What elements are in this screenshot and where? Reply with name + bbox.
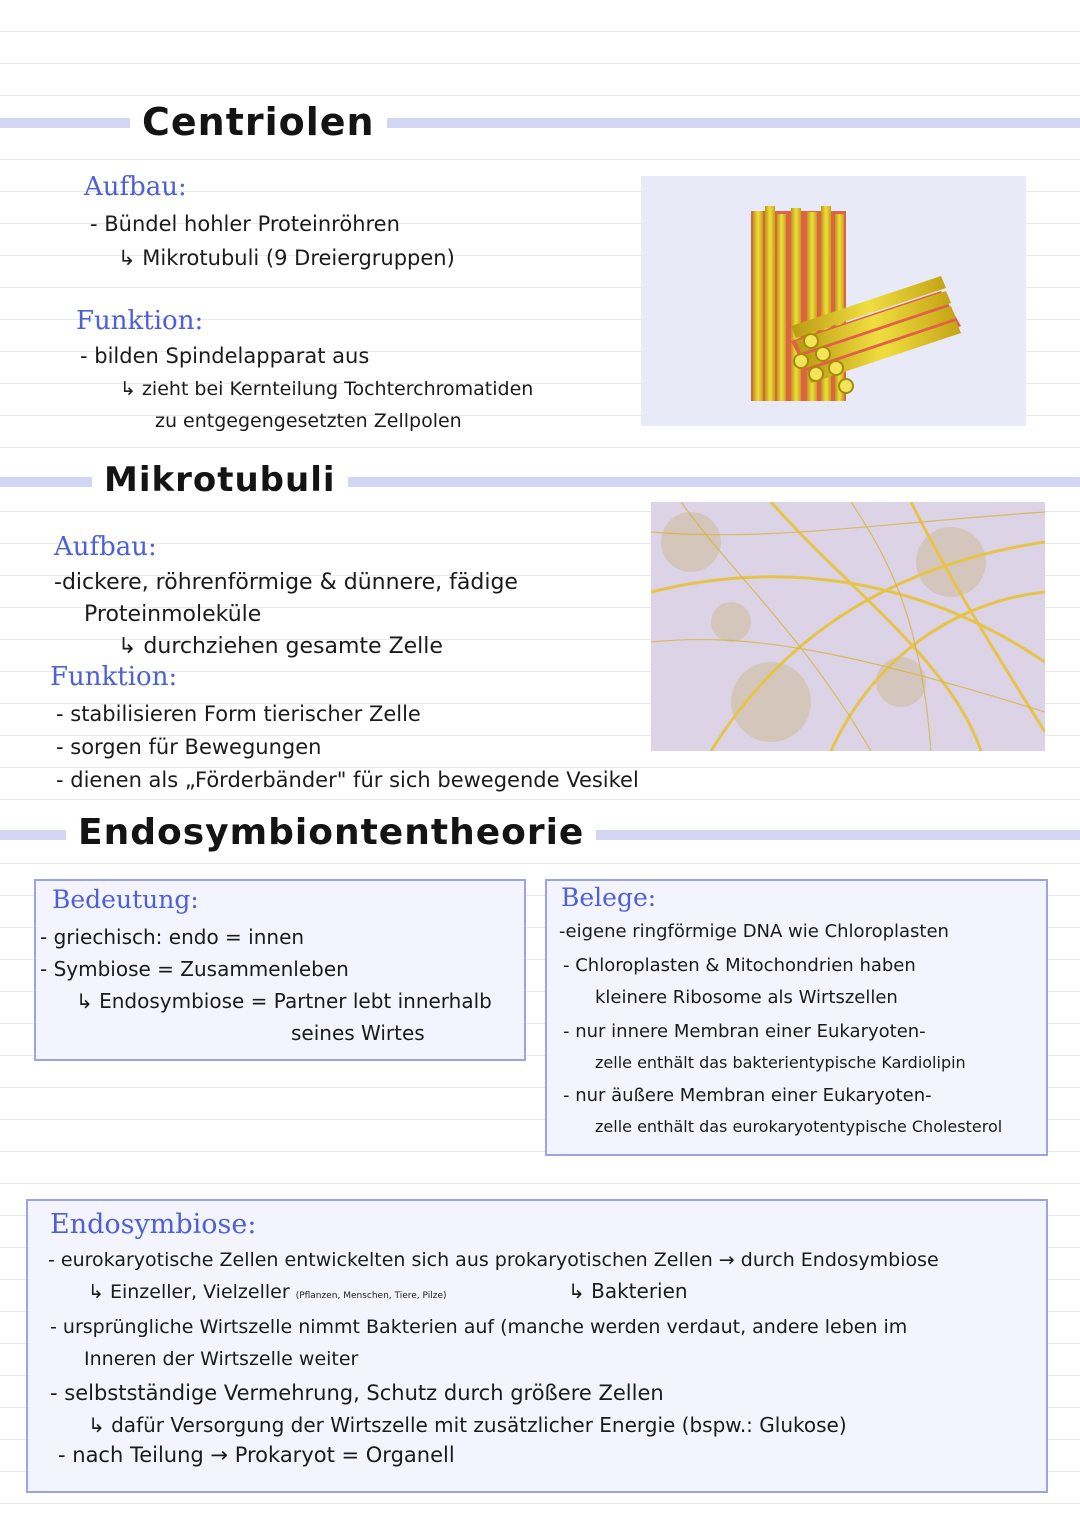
endosymbiose-label: Endosymbiose: [50, 1209, 257, 1240]
belege-line-3: kleinere Ribosome als Wirtszellen [595, 987, 898, 1008]
endosymbiose-line-5: - selbstständige Vermehrung, Schutz durch größere Zellen [50, 1381, 664, 1405]
belege-line-1: -eigene ringförmige DNA wie Chloroplasten [559, 921, 949, 942]
aufbau-label: Aufbau: [84, 172, 187, 202]
mikrotubuli-aufbau-line-1: -dickere, röhrenförmige & dünnere, fädige [54, 570, 518, 595]
centriole-illustration [641, 176, 1026, 426]
mikrotubuli-funktion-line-2: - sorgen für Bewegungen [56, 735, 322, 759]
belege-line-4: - nur innere Membran einer Eukaryoten- [563, 1021, 926, 1042]
bedeutung-line-2: - Symbiose = Zusammenleben [40, 957, 349, 981]
endosymbiose-line-6: ↳ dafür Versorgung der Wirtszelle mit zusätzlicher Energie (bspw.: Glukose) [88, 1413, 847, 1437]
endosymbiose-line-2-a: ↳ Einzeller, Vielzeller [88, 1281, 290, 1303]
mikrotubuli-funktion-line-3: - dienen als „Förderbänder" für sich bewegende Vesikel [56, 768, 639, 792]
endosymbiose-line-2-small: (Pflanzen, Menschen, Tiere, Pilze) [295, 1291, 447, 1301]
bedeutung-line-3: ↳ Endosymbiose = Partner lebt innerhalb [76, 989, 492, 1013]
funktion-label: Funktion: [76, 306, 204, 336]
centriolen-funktion-line-3: zu entgegengesetzten Zellpolen [155, 410, 462, 432]
heading-mikrotubuli: Mikrotubuli [92, 460, 348, 500]
centriolen-funktion-line-1: - bilden Spindelapparat aus [80, 344, 370, 368]
endosymbiose-line-2-b: ↳ Bakterien [568, 1279, 688, 1303]
mikrotubuli-aufbau-line-2: Proteinmoleküle [84, 602, 262, 627]
endosymbiose-line-3: - ursprüngliche Wirtszelle nimmt Bakterien auf (manche werden verdaut, andere leben im [50, 1316, 908, 1338]
endosymbiose-line-4: Inneren der Wirtszelle weiter [84, 1348, 359, 1370]
bedeutung-box [34, 879, 526, 1061]
bedeutung-line-1: - griechisch: endo = innen [40, 925, 305, 949]
endosymbiose-box [26, 1199, 1048, 1493]
microtubule-image [651, 502, 1045, 751]
bedeutung-label: Bedeutung: [52, 885, 199, 914]
mikrotubuli-aufbau-line-3: ↳ durchziehen gesamte Zelle [118, 634, 443, 659]
aufbau-label: Aufbau: [54, 532, 157, 562]
belege-box [545, 879, 1048, 1156]
belege-line-5: zelle enthält das bakterientypische Kardiolipin [595, 1053, 966, 1072]
heading-centriolen: Centriolen [130, 100, 387, 144]
belege-label: Belege: [561, 883, 657, 912]
mikrotubuli-funktion-line-1: - stabilisieren Form tierischer Zelle [56, 702, 421, 726]
bedeutung-line-4: seines Wirtes [291, 1021, 425, 1045]
endosymbiose-line-2 [88, 1281, 447, 1303]
endosymbiose-line-7: - nach Teilung → Prokaryot = Organell [58, 1443, 455, 1467]
centriolen-aufbau-line-1: - Bündel hohler Proteinröhren [90, 212, 400, 236]
funktion-label: Funktion: [50, 662, 178, 692]
centriolen-funktion-line-2: ↳ zieht bei Kernteilung Tochterchromatiden [120, 378, 534, 400]
endosymbiose-line-1: - eurokaryotische Zellen entwickelten sich aus prokaryotischen Zellen → durch Endosymbiose [48, 1249, 939, 1271]
centriolen-aufbau-line-2: ↳ Mikrotubuli (9 Dreiergruppen) [118, 246, 455, 270]
belege-line-7: zelle enthält das eurokaryotentypische Cholesterol [595, 1117, 1003, 1136]
belege-line-2: - Chloroplasten & Mitochondrien haben [563, 955, 916, 976]
heading-endosymbiontentheorie: Endosymbiontentheorie [66, 812, 596, 853]
belege-line-6: - nur äußere Membran einer Eukaryoten- [563, 1085, 932, 1106]
